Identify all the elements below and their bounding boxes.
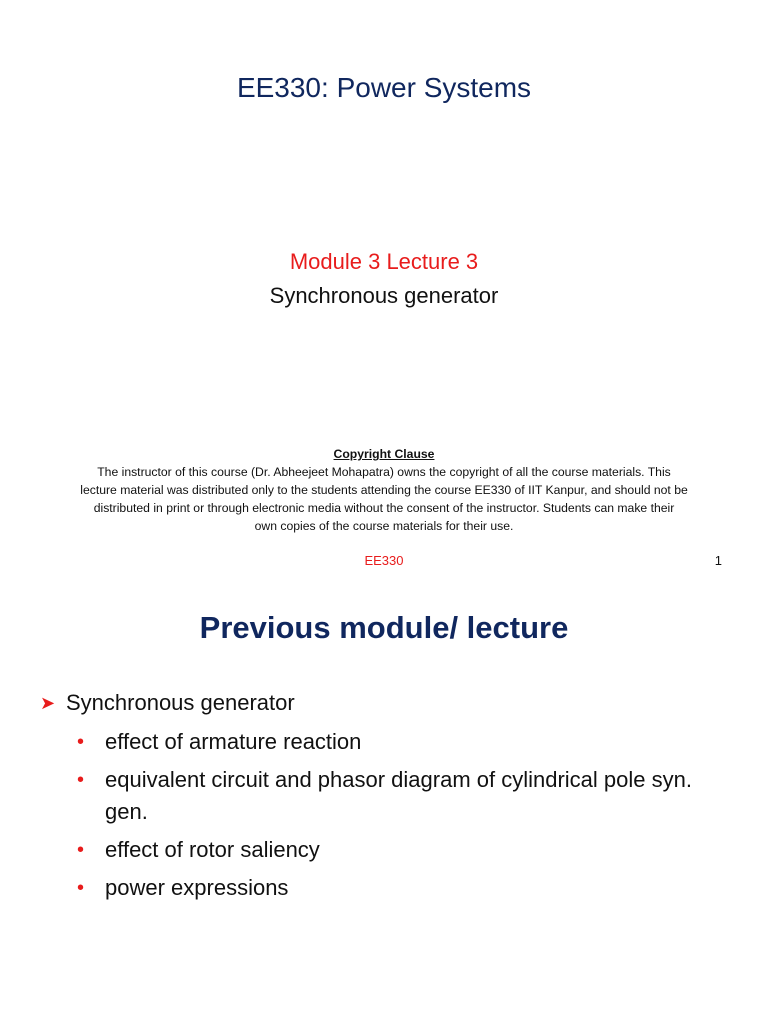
dot-bullet-icon: • — [77, 839, 85, 861]
sub-bullet-text: effect of armature reaction — [105, 729, 362, 754]
sub-list-container — [40, 726, 720, 904]
arrow-bullet-icon: ➤ — [40, 693, 56, 713]
lecture-topic: Synchronous generator — [269, 283, 499, 308]
sub-bullet-text: equivalent circuit and phasor diagram of cylindrical pole syn. gen. — [105, 767, 692, 824]
sub-bullet-text: power expressions — [105, 875, 289, 900]
copyright-heading: Copyright Clause — [333, 447, 435, 461]
bullet-list — [40, 686, 720, 910]
content-slide — [0, 586, 768, 1024]
dot-bullet-icon: • — [77, 769, 85, 791]
sub-bullet-text: effect of rotor saliency — [105, 837, 320, 862]
course-title: EE330: Power Systems — [236, 72, 532, 103]
copyright-line: distributed in print or through electronic media without the consent of the instructor. Students can make their — [93, 501, 675, 515]
sub-bullet-list — [40, 726, 720, 904]
list-item — [40, 686, 720, 720]
slide-footer-label: EE330 — [364, 553, 404, 568]
copyright-line: The instructor of this course (Dr. Abheejeet Mohapatra) owns the copyright of all the course materials. This — [97, 465, 671, 479]
sub-list-item — [40, 834, 720, 866]
bullet-text: Synchronous generator — [66, 690, 295, 715]
slide-page-number: 1 — [714, 553, 722, 568]
sub-list-item — [40, 726, 720, 758]
sub-list-item — [40, 764, 720, 828]
module-lecture-label: Module 3 Lecture 3 — [289, 249, 479, 274]
sub-list-item — [40, 872, 720, 904]
copyright-line: lecture material was distributed only to the students attending the course EE330 of IIT Kanpur, and should not be — [80, 483, 688, 497]
dot-bullet-icon: • — [77, 731, 85, 753]
dot-bullet-icon: • — [77, 877, 85, 899]
slide-title: Previous module/ lecture — [199, 610, 569, 645]
copyright-clause — [34, 445, 734, 535]
copyright-line: own copies of the course materials for their use. — [254, 519, 514, 533]
